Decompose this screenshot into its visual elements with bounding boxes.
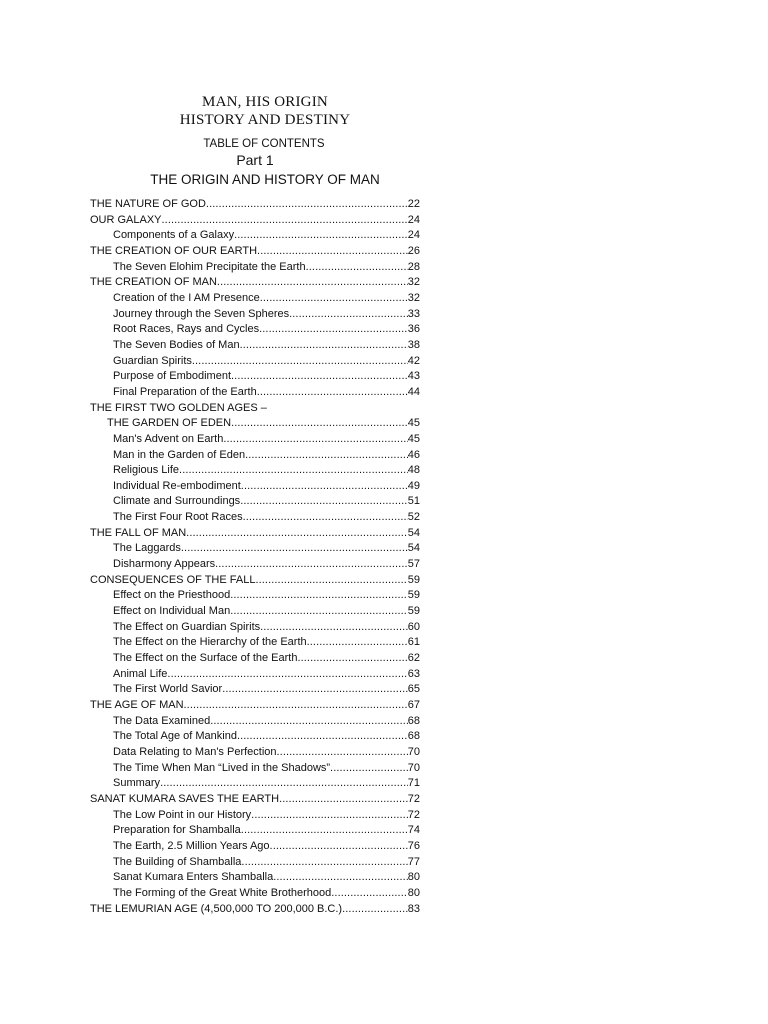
toc-entry-title: Components of a Galaxy bbox=[113, 229, 235, 242]
toc-entry-title: Root Races, Rays and Cycles bbox=[113, 323, 260, 336]
toc-page-number: 59 bbox=[407, 589, 420, 602]
dot-leader bbox=[240, 338, 408, 354]
table-of-contents-heading: TABLE OF CONTENTS bbox=[203, 138, 325, 150]
toc-entry-title: The Time When Man “Lived in the Shadows” bbox=[113, 761, 331, 774]
dot-leader bbox=[245, 448, 408, 464]
toc-page-number: 71 bbox=[407, 777, 420, 790]
toc-entry-title: OUR GALAXY bbox=[90, 213, 162, 226]
toc-page-number: 45 bbox=[407, 417, 420, 430]
toc-page-number: 68 bbox=[407, 714, 420, 727]
toc-subentry bbox=[90, 385, 420, 401]
toc-subentry bbox=[90, 510, 420, 526]
dot-leader bbox=[240, 494, 408, 510]
toc-subentry bbox=[90, 870, 420, 886]
toc-subentry bbox=[90, 260, 420, 276]
toc-page-number: 68 bbox=[407, 730, 420, 743]
toc-subentry bbox=[90, 448, 420, 464]
toc-page-number: 80 bbox=[407, 886, 420, 899]
dot-leader bbox=[270, 839, 408, 855]
dot-leader bbox=[241, 855, 407, 871]
dot-leader bbox=[215, 557, 408, 573]
toc-entry-title: The Building of Shamballa bbox=[113, 855, 242, 868]
toc-subentry bbox=[90, 667, 420, 683]
toc-entry-title: THE CREATION OF OUR EARTH bbox=[90, 244, 258, 257]
dot-leader bbox=[273, 870, 408, 886]
dot-leader bbox=[241, 479, 408, 495]
toc-page-number: 32 bbox=[407, 276, 420, 289]
toc-entry-title: THE LEMURIAN AGE (4,500,000 TO 200,000 B.C.) bbox=[90, 902, 343, 915]
dot-leader bbox=[184, 698, 408, 714]
toc-page-number: 36 bbox=[407, 323, 420, 336]
toc-page-number: 51 bbox=[407, 495, 420, 508]
toc-entry-title: The Effect on the Surface of the Earth bbox=[113, 652, 298, 665]
toc-page-number: 54 bbox=[407, 526, 420, 539]
dot-leader bbox=[167, 667, 407, 683]
toc-page-number: 45 bbox=[407, 432, 420, 445]
toc-entry-title: THE GARDEN OF EDEN bbox=[107, 417, 232, 430]
toc-page-number: 61 bbox=[407, 636, 420, 649]
dot-leader bbox=[237, 729, 408, 745]
dot-leader bbox=[277, 745, 408, 761]
toc-entry-title: The First Four Root Races bbox=[113, 511, 243, 524]
dot-leader bbox=[260, 291, 408, 307]
toc-entry-title: The First World Savior bbox=[113, 683, 223, 696]
toc-entry bbox=[90, 244, 420, 260]
toc-entry-title: Creation of the I AM Presence bbox=[113, 291, 260, 304]
toc-subentry bbox=[90, 776, 420, 792]
dot-leader bbox=[160, 776, 408, 792]
toc-entry-title: Religious Life bbox=[113, 464, 180, 477]
toc-page-number: 43 bbox=[407, 370, 420, 383]
toc-page-number: 70 bbox=[407, 745, 420, 758]
toc-subentry bbox=[90, 823, 420, 839]
toc-entry-title: Effect on Individual Man bbox=[113, 605, 231, 618]
toc-subentry bbox=[90, 745, 420, 761]
toc-entry bbox=[90, 416, 420, 432]
toc-page-number: 26 bbox=[407, 244, 420, 257]
toc-page-number: 32 bbox=[407, 291, 420, 304]
toc-page-number: 48 bbox=[407, 464, 420, 477]
toc-entry bbox=[90, 197, 420, 213]
dot-leader bbox=[257, 244, 408, 260]
toc-page-number: 67 bbox=[407, 699, 420, 711]
toc-entry-title: Individual Re-embodiment bbox=[113, 479, 241, 492]
dot-leader bbox=[297, 651, 407, 667]
dot-leader bbox=[231, 416, 408, 432]
toc-subentry bbox=[90, 228, 420, 244]
toc-page-number: 59 bbox=[407, 605, 420, 618]
toc-subentry bbox=[90, 307, 420, 323]
toc-entry-title: Journey through the Seven Spheres bbox=[113, 307, 290, 320]
toc-page-number: 24 bbox=[407, 213, 420, 226]
dot-leader bbox=[206, 197, 408, 213]
toc-subentry bbox=[90, 729, 420, 745]
toc-subentry bbox=[90, 620, 420, 636]
toc-entry bbox=[90, 792, 420, 808]
toc-entry bbox=[90, 573, 420, 589]
toc-page-number: 42 bbox=[407, 354, 420, 367]
toc-subentry bbox=[90, 761, 420, 777]
toc-entry-title: Data Relating to Man's Perfection bbox=[113, 745, 277, 758]
toc-entry bbox=[90, 526, 420, 542]
dot-leader bbox=[162, 213, 408, 229]
toc-subentry bbox=[90, 369, 420, 385]
dot-leader bbox=[243, 510, 408, 526]
dot-leader bbox=[331, 886, 407, 902]
toc-entry-title: The Seven Bodies of Man bbox=[113, 338, 240, 351]
toc-page-number: 76 bbox=[407, 839, 420, 852]
toc-entry-title: The Earth, 2.5 Million Years Ago bbox=[113, 839, 270, 852]
toc-page-number: 72 bbox=[407, 792, 420, 805]
toc-page-number: 54 bbox=[407, 542, 420, 555]
toc-subentry bbox=[90, 714, 420, 730]
toc-entry-title: THE CREATION OF MAN bbox=[90, 276, 217, 289]
dot-leader bbox=[330, 761, 408, 777]
toc-subentry bbox=[90, 291, 420, 307]
toc-subentry bbox=[90, 808, 420, 824]
toc-page-number: 52 bbox=[407, 511, 420, 524]
dot-leader bbox=[223, 432, 407, 448]
dot-leader bbox=[306, 260, 408, 276]
toc-page-number: 74 bbox=[407, 824, 420, 837]
toc-page-number: 57 bbox=[407, 558, 420, 571]
dot-leader bbox=[230, 604, 408, 620]
dot-leader bbox=[230, 588, 408, 604]
dot-leader bbox=[307, 635, 408, 651]
dot-leader bbox=[186, 526, 408, 542]
dot-leader bbox=[260, 620, 408, 636]
book-title-line-2: HISTORY AND DESTINY bbox=[179, 112, 351, 128]
toc-entry-title: Man's Advent on Earth bbox=[113, 432, 224, 445]
book-title-line-1: MAN, HIS ORIGIN bbox=[202, 94, 328, 110]
toc-page-number: 83 bbox=[407, 902, 420, 915]
toc-entry-title: The Effect on Guardian Spirits bbox=[113, 620, 261, 633]
toc-entry-title: The Total Age of Mankind bbox=[113, 730, 237, 743]
toc-entry-title: Man in the Garden of Eden bbox=[113, 448, 246, 461]
toc-entry-title: Sanat Kumara Enters Shamballa bbox=[113, 871, 274, 884]
toc-page-number: 77 bbox=[407, 855, 420, 868]
part-number: Part 1 bbox=[236, 152, 274, 168]
toc-entry-title: THE NATURE OF GOD bbox=[90, 198, 206, 210]
toc-subentry bbox=[90, 432, 420, 448]
toc-subentry bbox=[90, 839, 420, 855]
toc-entry-title: Purpose of Embodiment bbox=[113, 370, 232, 383]
toc-entry-title: The Seven Elohim Precipitate the Earth bbox=[113, 260, 306, 273]
toc-page-number: 22 bbox=[407, 198, 420, 210]
toc-subentry bbox=[90, 682, 420, 698]
toc-entry-title: Preparation for Shamballa bbox=[113, 824, 241, 837]
toc-entry-title: The Data Examined bbox=[113, 714, 211, 727]
toc-page-number: 24 bbox=[407, 229, 420, 242]
toc-subentry bbox=[90, 604, 420, 620]
toc-entry-title: Final Preparation of the Earth bbox=[113, 385, 257, 398]
toc-entry-title: Summary bbox=[113, 777, 161, 790]
toc-page-number: 44 bbox=[407, 385, 420, 398]
dot-leader bbox=[222, 682, 408, 698]
toc-subentry bbox=[90, 588, 420, 604]
dot-leader bbox=[257, 385, 408, 401]
toc-entry-title: SANAT KUMARA SAVES THE EARTH bbox=[90, 792, 280, 805]
toc-page-number: 33 bbox=[407, 307, 420, 320]
part-title: THE ORIGIN AND HISTORY OF MAN bbox=[150, 172, 380, 187]
toc-subentry bbox=[90, 557, 420, 573]
toc-page-number: 62 bbox=[407, 652, 420, 665]
dot-leader bbox=[255, 573, 407, 589]
dot-leader bbox=[342, 902, 408, 918]
toc-entry-title: CONSEQUENCES OF THE FALL bbox=[90, 573, 256, 586]
toc-entry-title: The Forming of the Great White Brotherhood bbox=[113, 886, 332, 899]
dot-leader bbox=[217, 275, 408, 291]
toc-entry bbox=[90, 213, 420, 229]
toc-entry-title: The Laggards bbox=[113, 542, 181, 555]
toc-entry-title: The Effect on the Hierarchy of the Earth bbox=[113, 636, 307, 649]
toc-entry-title: Climate and Surroundings bbox=[113, 495, 241, 508]
dot-leader bbox=[192, 354, 408, 370]
dot-leader bbox=[289, 307, 408, 323]
toc-page-number: 80 bbox=[407, 871, 420, 884]
dot-leader bbox=[210, 714, 408, 730]
toc-subentry bbox=[90, 338, 420, 354]
toc-subentry bbox=[90, 322, 420, 338]
toc-page-number: 60 bbox=[407, 620, 420, 633]
toc-entry-title: Disharmony Appears bbox=[113, 558, 216, 571]
toc-subentry bbox=[90, 651, 420, 667]
dot-leader bbox=[251, 808, 408, 824]
toc-page-number: 70 bbox=[407, 761, 420, 774]
toc-subentry bbox=[90, 463, 420, 479]
toc-entry-title: THE FALL OF MAN bbox=[90, 526, 187, 539]
toc-entry-title: Animal Life bbox=[113, 667, 168, 680]
toc-entry bbox=[90, 275, 420, 291]
toc-page-number: 49 bbox=[407, 479, 420, 492]
toc-entry-title: The Low Point in our History bbox=[113, 808, 252, 821]
toc-page-number: 63 bbox=[407, 667, 420, 680]
toc-page-number: 72 bbox=[407, 808, 420, 821]
toc-subentry bbox=[90, 479, 420, 495]
toc-entry-title: Effect on the Priesthood bbox=[113, 589, 231, 602]
dot-leader bbox=[181, 541, 408, 557]
dot-leader bbox=[231, 369, 408, 385]
dot-leader bbox=[179, 463, 408, 479]
dot-leader bbox=[234, 228, 408, 244]
toc-page-number: 28 bbox=[407, 260, 420, 273]
toc-entry-title: Guardian Spirits bbox=[113, 354, 192, 367]
table-of-contents-list bbox=[90, 197, 420, 917]
toc-entry-title: THE AGE OF MAN bbox=[90, 699, 184, 711]
toc-entry bbox=[90, 401, 420, 417]
toc-page-number: 46 bbox=[407, 448, 420, 461]
dot-leader bbox=[241, 823, 408, 839]
toc-subentry bbox=[90, 855, 420, 871]
toc-subentry bbox=[90, 354, 420, 370]
toc-page-number: 59 bbox=[407, 573, 420, 586]
toc-page-number: 38 bbox=[407, 338, 420, 351]
dot-leader bbox=[259, 322, 408, 338]
toc-subentry bbox=[90, 886, 420, 902]
toc-entry bbox=[90, 698, 420, 714]
toc-subentry bbox=[90, 635, 420, 651]
toc-page-number: 65 bbox=[407, 683, 420, 696]
dot-leader bbox=[279, 792, 408, 808]
toc-entry bbox=[90, 902, 420, 918]
toc-subentry bbox=[90, 494, 420, 510]
toc-entry-title: THE FIRST TWO GOLDEN AGES – bbox=[90, 401, 267, 414]
toc-subentry bbox=[90, 541, 420, 557]
